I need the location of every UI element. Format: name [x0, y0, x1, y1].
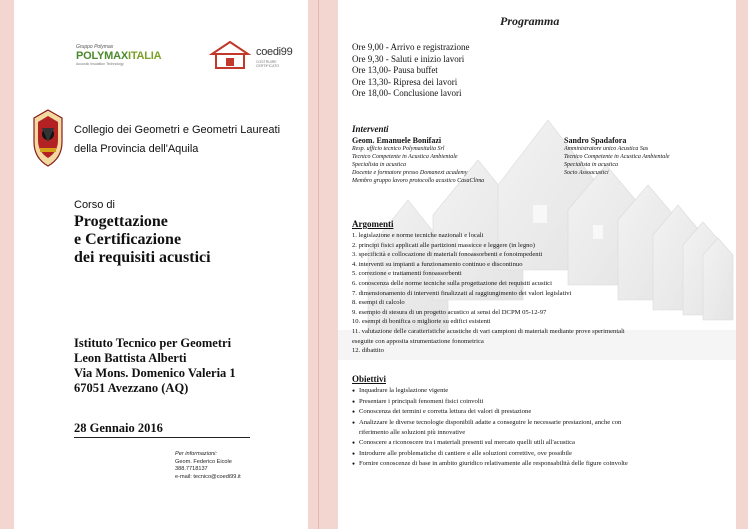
argomento-item: 4. interventi su impianti a funzionamento continuo e discontinuo — [352, 260, 523, 268]
polymax-wordmark — [76, 50, 162, 62]
obiettivo-item — [352, 407, 728, 418]
course-label: Corso di — [74, 199, 115, 211]
bullet-icon: ● — [352, 440, 356, 446]
obiettivo-text: Conoscere a riconoscere tra i materiali presenti sul mercato quelli utili all'acustica — [359, 438, 575, 446]
obiettivo-item — [352, 386, 728, 397]
argomento-item: 11. valutazione delle caratteristiche acustiche di vari campioni di materiali mediante prove sperimentali — [352, 327, 625, 335]
venue-line: Leon Battista Alberti — [74, 351, 187, 365]
polymax-wordmark-a: POLYMAX — [76, 50, 128, 62]
bullet-icon: ● — [352, 451, 356, 457]
schedule-item: Ore 18,00- Conclusione lavori — [352, 88, 462, 98]
venue-line: Istituto Tecnico per Geometri — [74, 336, 232, 350]
polymax-logo — [76, 44, 162, 66]
obiettivo-item — [352, 418, 728, 429]
obiettivo-text: Introdurre alle problematiche di cantiere e alle soluzioni correttive, ove possibile — [359, 449, 572, 457]
speaker-detail: Amministratore unico Acustica Sas — [564, 146, 649, 152]
bullet-icon: ● — [352, 462, 356, 468]
obiettivo-item — [352, 397, 728, 408]
contact-info — [175, 451, 241, 481]
fold-line — [318, 0, 319, 529]
speaker-detail: Docente e formatore presso Domanext academy — [352, 170, 468, 176]
argomento-item: 6. conoscenza delle norme tecniche sulla progettazione dei requisiti acustici — [352, 279, 552, 287]
obiettivo-text: riferimento alle soluzioni più innovative — [359, 429, 466, 437]
contact-email: e-mail: tecnico@coedi99.it — [175, 473, 241, 480]
argomento-item: 9. esempio di stesura di un progetto acustico ai sensi del DCPM 05-12-97 — [352, 308, 547, 316]
argomenti-title: Argomenti — [352, 219, 394, 229]
argomento-item: 3. specificità e collocazione di materiali fonoassorbenti e fonoimpedenti — [352, 251, 543, 259]
college-name-line2: della Provincia dell'Aquila — [74, 143, 199, 155]
speaker-detail: Specialista in acustica — [564, 162, 618, 168]
obiettivo-item — [352, 459, 728, 470]
schedule-item: Ore 13,30- Ripresa dei lavori — [352, 76, 458, 87]
speaker-name: Sandro Spadafora — [564, 136, 627, 145]
obiettivi-title: Obiettivi — [352, 374, 386, 384]
speaker-detail: Tecnico Competente in Acustica Ambientale — [352, 154, 458, 160]
obiettivo-text: Presentare i principali fenomeni fisici coinvolti — [359, 397, 484, 405]
bullet-icon: ● — [352, 389, 356, 394]
contact-phone: 388.7718137 — [175, 466, 208, 472]
schedule-item: Ore 13,00- Pausa buffet — [352, 65, 438, 75]
college-name-line1: Collegio dei Geometri e Geometri Laureati — [74, 124, 281, 136]
center-fold-stripe — [308, 0, 338, 529]
obiettivo-text: Conoscenza dei termini e corretta lettura dei valori di prestazione — [359, 408, 532, 416]
venue-address — [74, 336, 236, 396]
speaker-bonifazi — [352, 136, 484, 185]
course-title — [74, 213, 211, 267]
polymax-wordmark-b: ITALIA — [127, 50, 162, 62]
right-edge-stripe — [736, 0, 748, 529]
argomento-item: 1. legislazione e norme tecniche nazionali e locali — [352, 232, 484, 239]
coedi-logo — [208, 40, 298, 70]
bullet-icon: ● — [352, 399, 356, 405]
polymax-tagline: Acoustic Insulation Technology — [76, 62, 124, 66]
obiettivi-list — [352, 386, 728, 470]
interventi-title: Interventi — [352, 124, 389, 134]
coedi-house-icon — [208, 40, 252, 70]
obiettivo-text: Fornire conoscenze di base in ambito giuridico relativamente alle responsabilità delle figure coinvolte — [359, 460, 628, 468]
coedi-wordmark: coedi99 — [256, 46, 293, 58]
argomento-item: 5. correzione e trattamenti fonoassorbenti — [352, 270, 462, 278]
schedule-list — [352, 42, 469, 100]
argomenti-list — [352, 231, 722, 356]
coedi-tagline: COSTRUIRE CERTIFICATO — [256, 60, 279, 68]
bullet-icon: ● — [352, 410, 356, 416]
argomento-item: 2. principi fisici applicati alle partizioni massicce e leggere (in legno) — [352, 241, 535, 249]
course-title-line: Progettazione — [74, 213, 168, 230]
argomento-item: 8. esempi di calcolo — [352, 299, 405, 307]
date-underline — [74, 437, 250, 438]
venue-line: 67051 Avezzano (AQ) — [74, 381, 189, 395]
speaker-detail: Socio Assoacustici — [564, 170, 609, 176]
speaker-spadafora — [564, 136, 670, 177]
argomento-item: 12. dibattito — [352, 347, 384, 355]
polymax-group-label: Gruppo Polymax — [76, 44, 114, 50]
obiettivo-item — [352, 428, 728, 438]
event-date: 28 Gennaio 2016 — [74, 421, 163, 435]
course-title-line: e Certificazione — [74, 231, 182, 248]
argomento-item: 10. esempi di bonifica o migliorie su edifici esistenti — [352, 318, 491, 326]
obiettivo-item — [352, 438, 728, 449]
speaker-detail: Specialista in acustica — [352, 162, 406, 168]
contact-header: Per informazioni: — [175, 451, 217, 457]
schedule-item: Ore 9,00 - Arrivo e registrazione — [352, 42, 470, 52]
obiettivo-item — [352, 449, 728, 460]
speaker-detail: Tecnico Competente in Acustica Ambientale — [564, 154, 670, 160]
venue-line: Via Mons. Domenico Valeria 1 — [74, 366, 236, 380]
programma-title: Programma — [500, 14, 560, 28]
college-crest-icon — [30, 108, 66, 168]
obiettivo-text: Analizzare le diverse tecnologie disponibili adatte a conseguire le necessarie prestazioni, anche con — [359, 418, 622, 426]
argomento-item: 7. dimensionamento di interventi finalizzati al raggiungimento dei valori legislativi — [352, 289, 572, 297]
contact-name: Geom. Federico Eicole — [175, 458, 232, 465]
argomento-item: eseguite con apposita strumentazione fonometrica — [352, 337, 484, 345]
left-edge-stripe — [0, 0, 14, 529]
schedule-item: Ore 9,30 - Saluti e inizio lavori — [352, 53, 465, 64]
obiettivo-text: Inquadrare la legislazione vigente — [359, 387, 449, 394]
speaker-detail: Membro gruppo lavoro protocollo acustico CasaClima — [352, 178, 485, 184]
bullet-icon: ● — [352, 420, 356, 426]
speaker-name: Geom. Emanuele Bonifazi — [352, 136, 442, 145]
speaker-detail: Resp. ufficio tecnico Polymaxitalia Srl — [352, 146, 445, 152]
course-title-line: dei requisiti acustici — [74, 249, 211, 266]
